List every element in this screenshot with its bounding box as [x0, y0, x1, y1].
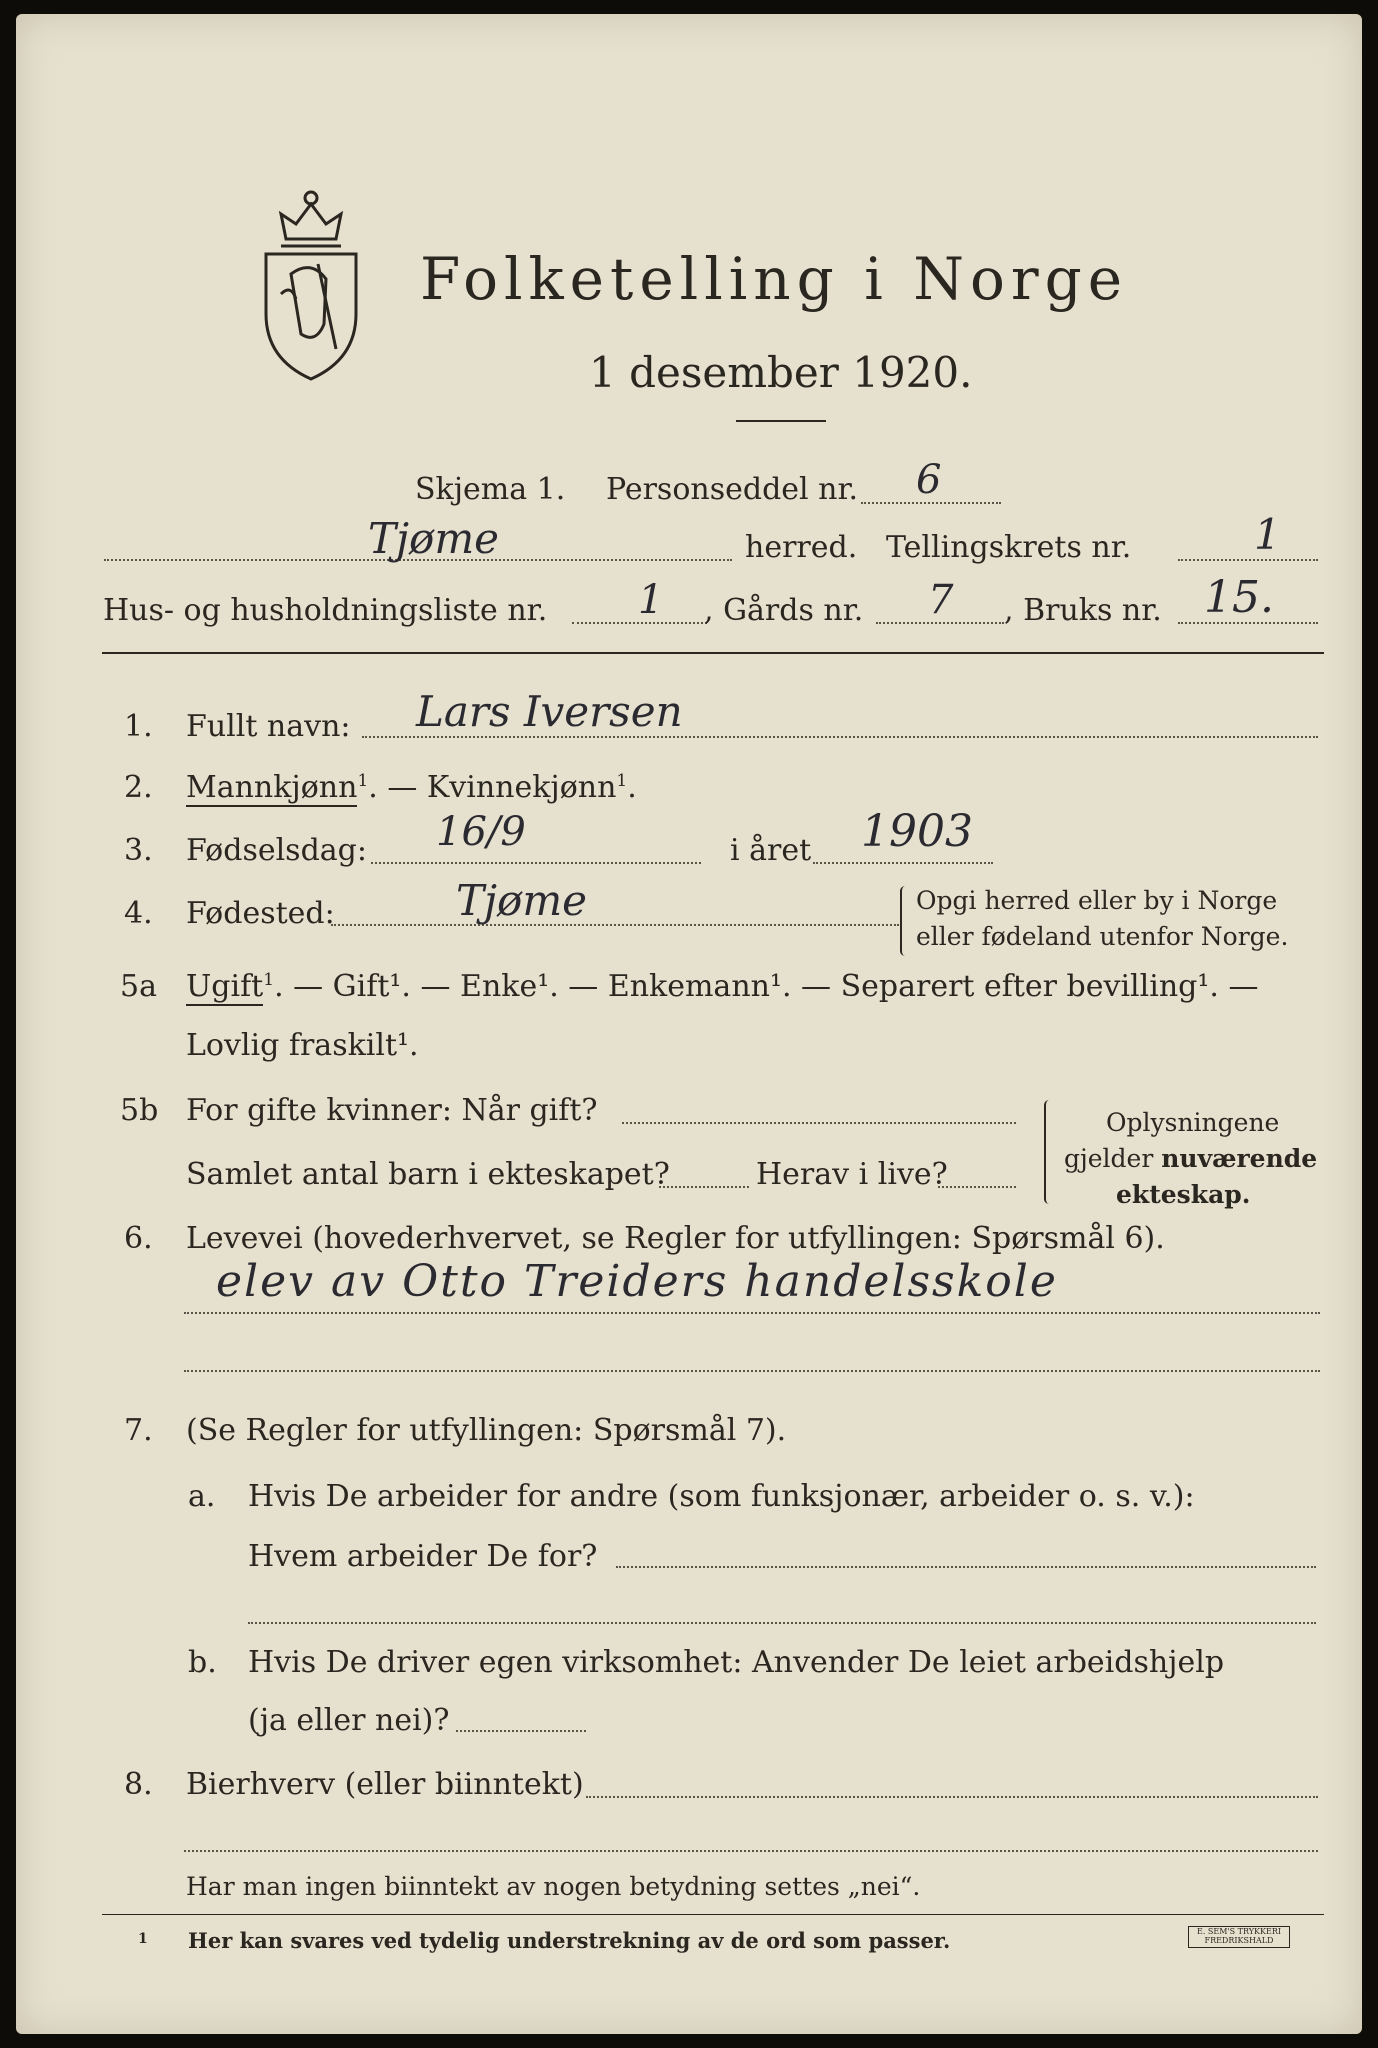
q7b-letter: b.: [188, 1645, 217, 1680]
q5a-options: Ugift$^1$. — Gift¹. — Enke¹. — Enkemann¹. — Separert efter bevilling¹. —: [186, 969, 1259, 1004]
q3-aret-label: i året: [730, 833, 812, 868]
q7-label: (Se Regler for utfyllingen: Spørsmål 7).: [186, 1413, 787, 1448]
q7b-line: [456, 1730, 586, 1732]
tellingskrets-label: Tellingskrets nr.: [886, 530, 1132, 565]
tellingskrets-line: [1178, 559, 1318, 561]
title-rule: [736, 420, 826, 422]
q7b-label1: Hvis De driver egen virksomhet: Anvender De leiet arbeidshjelp: [248, 1645, 1225, 1680]
q4-line: [331, 924, 899, 926]
q6-line1: [184, 1312, 1320, 1314]
q7a-label2: Hvem arbeider De for?: [248, 1539, 598, 1574]
q6-line2: [184, 1370, 1320, 1372]
q7a-letter: a.: [188, 1479, 216, 1514]
herred-label: herred.: [745, 530, 858, 565]
q6-label: Levevei (hovederhvervet, se Regler for utfyllingen: Spørsmål 6).: [186, 1221, 1165, 1256]
q4-note-line1: Opgi herred eller by i Norge: [916, 886, 1278, 915]
census-date: 1 desember 1920.: [589, 348, 973, 397]
q1-number: 1.: [124, 709, 153, 744]
q8-line2: [184, 1850, 1318, 1852]
q5b-label2: Samlet antal barn i ekteskapet?: [186, 1157, 670, 1192]
gards-value: 7: [928, 577, 954, 623]
q7-number: 7.: [124, 1413, 153, 1448]
q8-note: Har man ingen biinntekt av nogen betydning settes „nei“.: [186, 1872, 921, 1901]
norwegian-coat-of-arms-icon: [256, 184, 366, 384]
tellingskrets-value: 1: [1254, 510, 1281, 559]
q7a-label1: Hvis De arbeider for andre (som funksjonær, arbeider o. s. v.):: [248, 1479, 1195, 1514]
q2-options: Mannkjønn$^1$. — Kvinnekjønn$^1$.: [186, 770, 637, 805]
q4-label: Fødested:: [186, 896, 335, 931]
q3-day-value: 16/9: [436, 809, 526, 855]
q1-line: [362, 736, 1318, 738]
q4-value: Tjøme: [456, 876, 588, 925]
q4-note-line2: eller fødeland utenfor Norge.: [916, 922, 1289, 951]
q5a-number: 5a: [120, 969, 157, 1004]
q3-label: Fødselsdag:: [186, 833, 367, 868]
q4-note-brace: [900, 886, 910, 956]
herred-value: Tjøme: [368, 514, 500, 563]
q5b-note3: ekteskap.: [1116, 1180, 1251, 1209]
q1-label: Fullt navn:: [186, 709, 351, 744]
q7a-line1: [616, 1566, 1316, 1568]
q4-number: 4.: [124, 896, 153, 931]
q2-mannkjonn: Mannkjønn: [186, 770, 358, 805]
q3-day-line: [371, 862, 701, 864]
bruks-label: , Bruks nr.: [1004, 593, 1162, 628]
form-title: Folketelling i Norge: [420, 245, 1129, 313]
q5b-line2: [659, 1186, 749, 1188]
skjema-label: Skjema 1.: [415, 472, 566, 507]
q5b-label3: Herav i live?: [756, 1157, 948, 1192]
q2-kvinnekjonn: Kvinnekjønn: [426, 770, 617, 805]
q8-number: 8.: [124, 1767, 153, 1802]
husliste-value: 1: [638, 577, 664, 623]
personseddel-value: 6: [916, 457, 942, 503]
q5b-label1: For gifte kvinner: Når gift?: [186, 1093, 598, 1128]
q5b-note2: gjelder nuværende: [1064, 1144, 1318, 1173]
q5b-line1: [622, 1122, 1016, 1124]
q3-number: 3.: [124, 833, 153, 868]
footnote-rule: [102, 1914, 1324, 1915]
q8-label: Bierhverv (eller biinntekt): [186, 1767, 584, 1802]
q7a-line2: [248, 1622, 1316, 1624]
q8-line1: [586, 1796, 1318, 1798]
printer-stamp: E. SEM'S TRYKKERI FREDRIKSHALD: [1188, 1926, 1290, 1948]
q6-number: 6.: [124, 1221, 153, 1256]
census-form: [16, 14, 1362, 2034]
q5b-number: 5b: [120, 1093, 159, 1128]
husliste-label: Hus- og husholdningsliste nr.: [103, 593, 548, 628]
bruks-value: 15.: [1204, 572, 1274, 623]
q2-number: 2.: [124, 770, 153, 805]
q5b-note1: Oplysningene: [1106, 1108, 1280, 1137]
q3-year-value: 1903: [861, 806, 973, 857]
gards-label: , Gårds nr.: [704, 593, 864, 628]
q5b-note-brace: [1044, 1100, 1054, 1204]
q6-value: elev av Otto Treiders handelsskole: [216, 1256, 1058, 1307]
footnote-text: Her kan svares ved tydelig understrekning av de ord som passer.: [188, 1928, 951, 1953]
q5b-line3: [938, 1186, 1016, 1188]
q1-value: Lars Iversen: [416, 687, 683, 736]
q3-year-line: [813, 862, 993, 864]
footnote-marker: 1: [138, 1931, 148, 1947]
q5a-line2: Lovlig fraskilt¹.: [186, 1028, 419, 1063]
q5a-ugift: Ugift: [186, 969, 264, 1004]
q7b-label2: (ja eller nei)?: [248, 1703, 450, 1738]
header-divider: [102, 652, 1324, 654]
personseddel-label: Personseddel nr.: [606, 472, 859, 507]
